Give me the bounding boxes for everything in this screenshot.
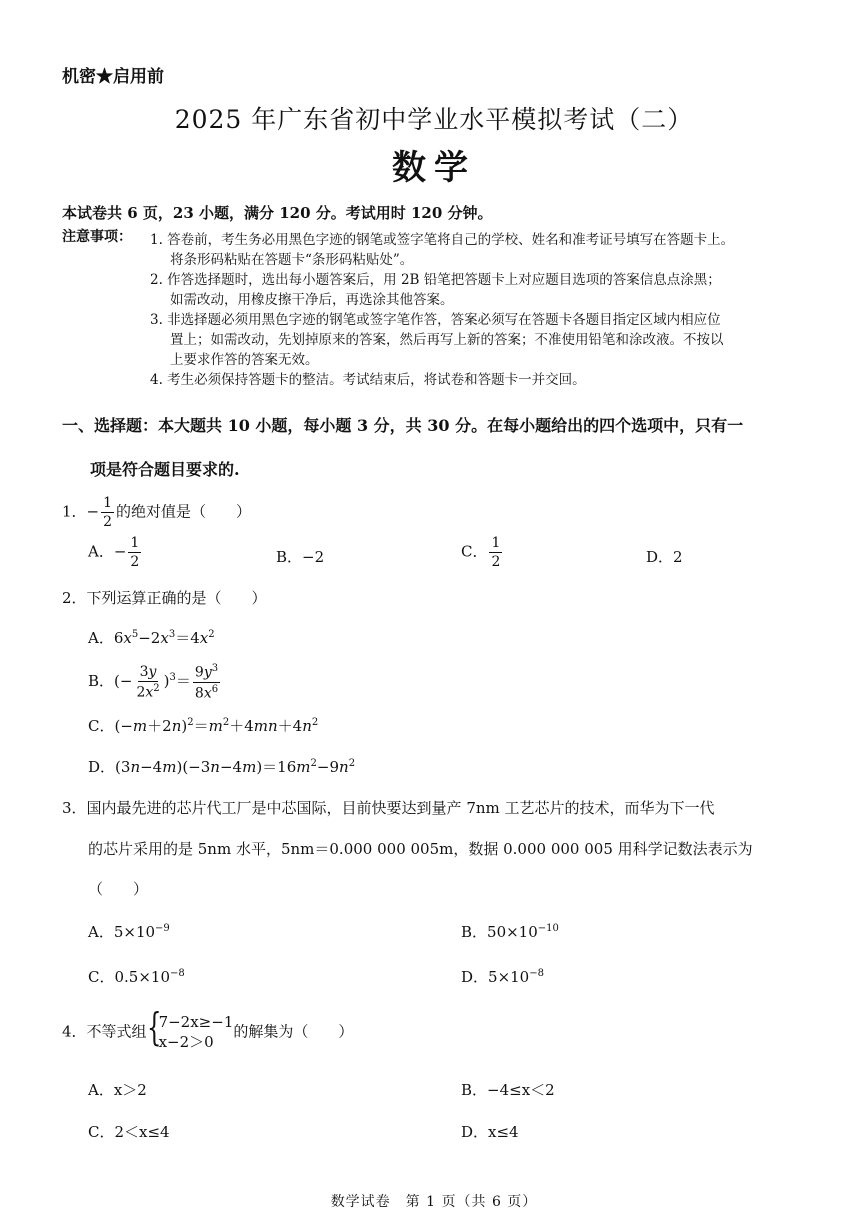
option-b: B．$50\times 10^{-10}$: [461, 923, 559, 941]
section-heading: 一、选择题：本大题共 10 小题，每小题 3 分，共 30 分。在每小题给出的四个选项中，只有一: [62, 416, 744, 435]
option-c: C．$(-m+2n)^2=m^2+4mn+4n^2$: [88, 717, 319, 735]
option-a: A．x＞2: [88, 1081, 147, 1099]
question-text: 的绝对值是（ ）: [116, 502, 252, 521]
question-number: 3．: [62, 799, 87, 817]
section-heading-cont: 项是符合题目要求的.: [90, 460, 240, 479]
inequality-system: [146, 1005, 234, 1053]
question-2: [62, 587, 267, 608]
option-d: D．2: [646, 548, 683, 566]
question-lead: 不等式组: [86, 1022, 147, 1041]
question-3: [62, 797, 715, 818]
left-brace-icon: {: [146, 1005, 162, 1049]
option-c: C．2＜x≤4: [88, 1123, 170, 1141]
question-text: 的解集为（ ）: [233, 1022, 354, 1041]
question-number: 1．: [62, 502, 87, 521]
option-b: B．(− $\frac{3y}{2x^2}$ )$^3$＝ $\frac{9y^3}{8x^6}$: [88, 663, 219, 702]
question-text: 下列运算正确的是（ ）: [86, 589, 267, 607]
option-d: D．x≤4: [461, 1123, 519, 1141]
exam-title: 2025 年广东省初中学业水平模拟考试（二）: [174, 105, 694, 134]
option-d: D．$(3n-4m)(-3n-4m)=16m^2-9n^2$: [88, 758, 356, 776]
question-text: 国内最先进的芯片代工厂是中芯国际，目前快要达到量产 7nm 工艺芯片的技术，而华为下一代: [86, 799, 715, 817]
fraction: $\frac{1}{2}$: [103, 495, 113, 530]
question-3-line3: （ ）: [88, 880, 149, 898]
notice-line: 置上；如需改动，先划掉原来的答案，然后再写上新的答案；不准使用铅笔和涂改液。不按以: [170, 332, 724, 348]
option-a: A．− $\frac{1}{2}$: [88, 535, 140, 570]
option-a: A．$6x^5-2x^3=4x^2$: [88, 629, 215, 647]
inequality-1: 7−2x≥−1: [158, 1013, 234, 1031]
notice-line: 3. 非选择题必须用黑色字迹的钢笔或签字笔作答，答案必须写在答题卡各题目指定区域内相应位: [150, 312, 721, 328]
notice-label: 注意事项：: [62, 229, 132, 245]
question-number: 2．: [62, 589, 87, 607]
notice-line: 上要求作答的答案无效。: [170, 352, 319, 368]
exam-intro: 本试卷共 6 页，23 小题，满分 120 分。考试用时 120 分钟。: [62, 204, 493, 222]
option-b: B．−2: [276, 548, 325, 566]
subject-title: 数学: [392, 148, 476, 188]
notice-line: 2. 作答选择题时，选出每小题答案后，用 2B 铅笔把答题卡上对应题目选项的答案信息点涂黑；: [150, 272, 721, 288]
notice-line: 1. 答卷前，考生务必用黑色字迹的钢笔或签字笔将自己的学校、姓名和准考证号填写在答题卡上。: [150, 232, 735, 248]
notice-line: 将条形码粘贴在答题卡“条形码粘贴处”。: [170, 252, 414, 268]
notice-line: 如需改动，用橡皮擦干净后，再选涂其他答案。: [170, 292, 454, 308]
option-c: C．$0.5\times 10^{-8}$: [88, 968, 185, 986]
option-d: D．$5\times 10^{-8}$: [461, 968, 544, 986]
option-a: A．$5\times 10^{-9}$: [88, 923, 170, 941]
fraction: $\frac{1}{2}$: [130, 535, 140, 570]
question-3-line2: 的芯片采用的是 5nm 水平，5nm＝0.000 000 005m，数据 0.000 000 005 用科学记数法表示为: [88, 840, 753, 858]
option-b: B．−4≤x＜2: [461, 1081, 555, 1099]
minus-sign: −: [86, 502, 100, 521]
notice-line: 4. 考生必须保持答题卡的整洁。考试结束后，将试卷和答题卡一并交回。: [150, 372, 586, 388]
inequality-2: x−2＞0: [158, 1033, 214, 1052]
question-number: 4．: [62, 1022, 87, 1041]
fraction: $\frac{1}{2}$: [491, 535, 501, 570]
option-c: C． $\frac{1}{2}$: [461, 535, 501, 570]
confidential-mark: 机密★启用前: [62, 67, 164, 87]
page-footer: 数学试卷 第 1 页（共 6 页）: [330, 1194, 538, 1210]
question-4: [62, 1005, 354, 1053]
question-1: [62, 496, 251, 529]
